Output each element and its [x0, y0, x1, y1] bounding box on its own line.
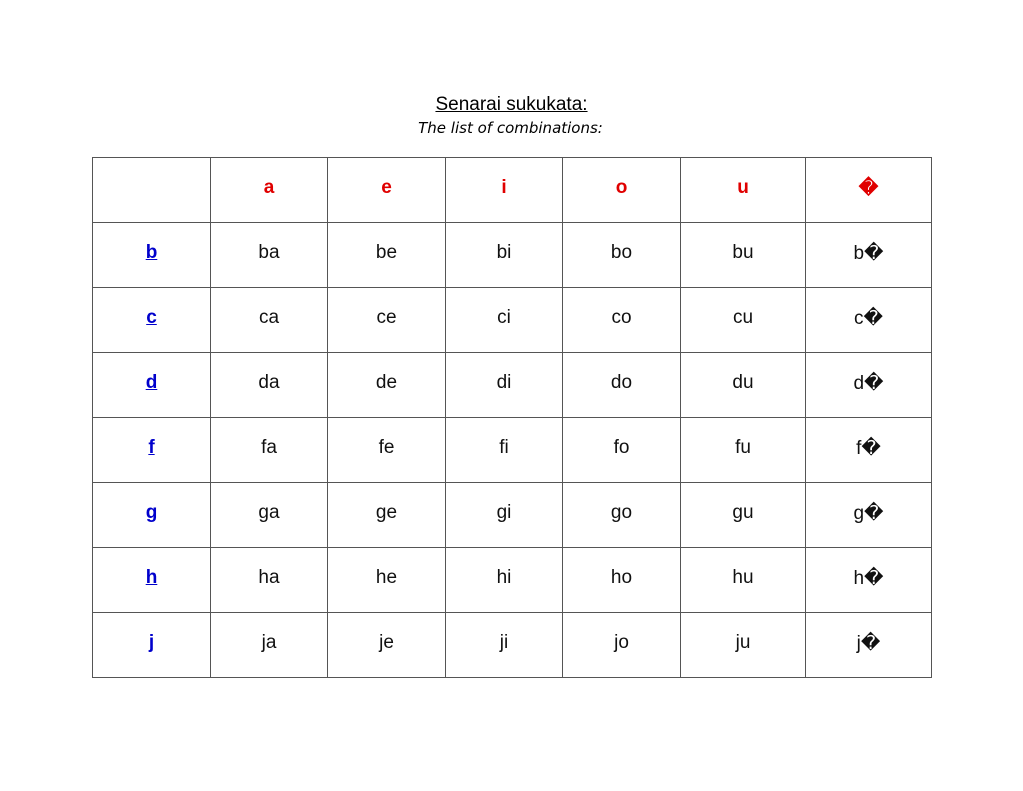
syllable-cell: cu — [681, 288, 806, 353]
syllable-cell: be — [328, 223, 446, 288]
syllable-cell: ji — [446, 613, 563, 678]
syllable-cell: fo — [563, 418, 681, 483]
consonant-link-g[interactable]: g — [145, 502, 158, 523]
consonant-cell — [93, 483, 211, 548]
vowel-header: o — [563, 158, 681, 223]
syllable-cell: di — [446, 353, 563, 418]
consonant-cell — [93, 548, 211, 613]
syllable-cell: bo — [563, 223, 681, 288]
table-row — [93, 418, 932, 483]
syllable-cell: je — [328, 613, 446, 678]
syllable-cell: b� — [806, 223, 932, 288]
syllable-cell: da — [211, 353, 328, 418]
syllable-cell: j� — [806, 613, 932, 678]
vowel-header: a — [211, 158, 328, 223]
table-row — [93, 288, 932, 353]
syllable-cell: gu — [681, 483, 806, 548]
page-title: Senarai sukukata: — [435, 94, 588, 115]
syllable-cell: ba — [211, 223, 328, 288]
syllable-cell: g� — [806, 483, 932, 548]
syllable-cell: h� — [806, 548, 932, 613]
syllable-cell: fu — [681, 418, 806, 483]
consonant-link-b[interactable]: b — [145, 242, 158, 263]
header-row — [93, 158, 932, 223]
syllable-cell: c� — [806, 288, 932, 353]
syllable-cell: go — [563, 483, 681, 548]
syllable-cell: gi — [446, 483, 563, 548]
table-row — [93, 548, 932, 613]
syllable-cell: ho — [563, 548, 681, 613]
table-row — [93, 223, 932, 288]
syllable-cell: ju — [681, 613, 806, 678]
consonant-link-f[interactable]: f — [148, 437, 155, 458]
consonant-cell — [93, 418, 211, 483]
vowel-header: e — [328, 158, 446, 223]
consonant-cell — [93, 223, 211, 288]
syllable-cell: du — [681, 353, 806, 418]
consonant-link-j[interactable]: j — [148, 632, 155, 653]
syllable-cell: f� — [806, 418, 932, 483]
syllable-cell: ci — [446, 288, 563, 353]
syllable-cell: ha — [211, 548, 328, 613]
consonant-link-c[interactable]: c — [146, 307, 157, 328]
syllable-cell: ca — [211, 288, 328, 353]
syllable-cell: he — [328, 548, 446, 613]
syllable-cell: fe — [328, 418, 446, 483]
syllable-cell: ga — [211, 483, 328, 548]
consonant-cell — [93, 288, 211, 353]
corner-cell — [93, 158, 211, 223]
syllable-cell: fi — [446, 418, 563, 483]
vowel-header: u — [681, 158, 806, 223]
title-block — [0, 92, 1023, 138]
table-row — [93, 353, 932, 418]
syllable-cell: hu — [681, 548, 806, 613]
syllable-cell: bi — [446, 223, 563, 288]
consonant-cell — [93, 613, 211, 678]
syllable-cell: co — [563, 288, 681, 353]
syllable-cell: ja — [211, 613, 328, 678]
syllable-cell: jo — [563, 613, 681, 678]
vowel-header: � — [806, 158, 932, 223]
vowel-header: i — [446, 158, 563, 223]
syllable-table — [92, 157, 932, 678]
syllable-cell: bu — [681, 223, 806, 288]
syllable-cell: ce — [328, 288, 446, 353]
syllable-cell: do — [563, 353, 681, 418]
syllable-cell: hi — [446, 548, 563, 613]
page-subtitle: The list of combinations: — [418, 119, 603, 137]
syllable-cell: ge — [328, 483, 446, 548]
table-row — [93, 483, 932, 548]
consonant-link-d[interactable]: d — [145, 372, 158, 393]
syllable-cell: de — [328, 353, 446, 418]
table-row — [93, 613, 932, 678]
syllable-cell: d� — [806, 353, 932, 418]
consonant-link-h[interactable]: h — [145, 567, 158, 588]
syllable-cell: fa — [211, 418, 328, 483]
consonant-cell — [93, 353, 211, 418]
